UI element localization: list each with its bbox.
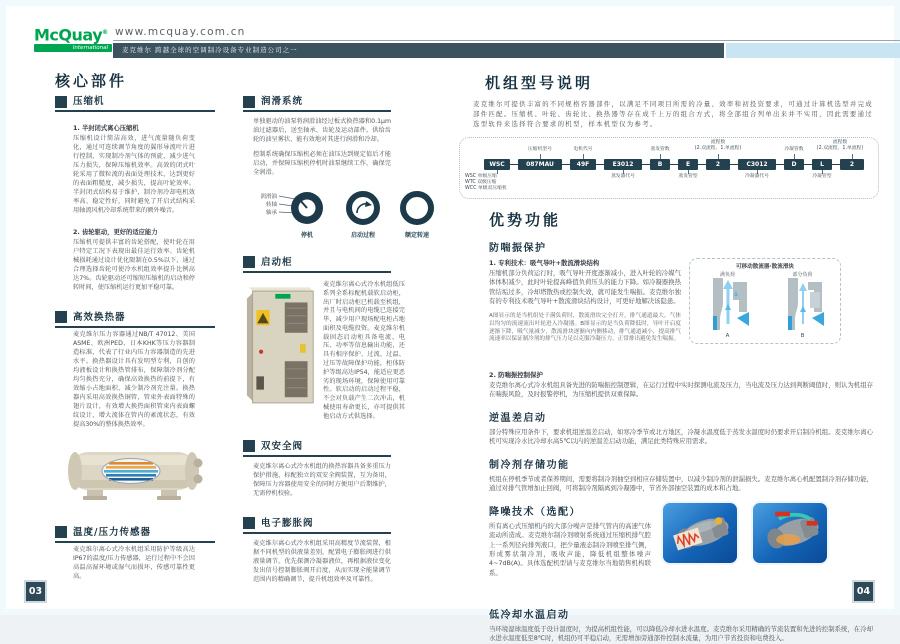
label-passes: 流程数 <box>832 139 848 145</box>
storage-title: 制冷剂存储功能 <box>489 459 570 471</box>
compressor-injection-photo <box>751 501 829 565</box>
label-passes: 流程数 <box>710 139 726 145</box>
section-header-lubrication <box>243 93 391 112</box>
model-code-cond-type: L <box>812 159 832 170</box>
section-marker-icon <box>55 526 67 538</box>
label-compressor-types <box>465 174 507 193</box>
label-tick <box>583 154 584 159</box>
logo-wordmark: McQuay <box>34 25 103 45</box>
reverse-start-text: 部分特殊应用条件下，要求机组逆温差启动，如寒冷季节或北方地区，冷凝水温度低于蒸发水温度时仍要求开启制冷机组。麦克维尔离心机可实现冷水比冷却水高5℃以内的逆温差启动功能，满足此类特殊应用需求。 <box>489 427 873 446</box>
lube-state-label: 停机 <box>300 231 314 239</box>
section-header-expansion-valve <box>243 515 391 534</box>
label-tick <box>718 154 719 159</box>
model-number-diagram <box>459 137 879 199</box>
model-code-motor: 49F <box>570 159 596 170</box>
diffuser-part-load <box>780 271 826 339</box>
lube-part-label: 转轴 <box>265 201 277 208</box>
starter-media-row <box>245 281 405 422</box>
label-tick <box>852 154 853 159</box>
model-code-series: WSC <box>484 159 510 170</box>
lube-part-label: 润滑油 <box>260 193 277 200</box>
label-compressor-model: 压缩机型号 <box>528 146 552 152</box>
header-accent-bar <box>726 43 900 58</box>
label-cond-tubes: 冷凝管数 <box>784 146 804 152</box>
lube-part-label: 轴承 <box>265 209 277 216</box>
full-load-label: 满负荷 <box>719 271 735 278</box>
label-wsc: WSC 单级压缩 <box>465 173 497 179</box>
section-title: 润滑系统 <box>261 96 304 107</box>
registered-mark-icon: ® <box>102 29 108 36</box>
low-temp-text: 当环境湿球温度低于设计温度时，为提高机组性能，可以降低冷却水进水温度。麦克维尔采用精确的节流装置和先进的控制系统，在冷却水进水温度低至8℃时，机组仍可平稳启动，无需增加旁通部件控制水流量，为用户节省投资和电费投入。 <box>489 624 873 643</box>
label-wcc: WCC 单级双压缩机 <box>465 186 507 192</box>
section-header-safety-valve <box>243 438 391 457</box>
part-load-schematic <box>780 278 826 330</box>
compressor-sub1-text: 压缩机设计简洁高效，进气流量随负荷变化，通过可连续调节角度的翼形导流叶片进行控制，实现制冷剂气体的预旋，减少进气压力损失，保障压缩机效率。高效的闭式叶轮采用了微粒流的表面处理技术，达到更好的表面粗糙度，减少损失，提高叶轮效率。半封闭式结构易于维护，制冷剂冷却电机效率高、稳定性好，同时避免了开启式结构采用轴流风机冷却系统带来的额外噪音。 <box>73 135 195 214</box>
label-cond-type: 冷凝管型 <box>812 173 832 179</box>
safety-valve-text: 麦克维尔离心式冷水机组的换热容器具备多重压力保护措施，标配独立的双安全阀装置，互为备用，保障压力容器使用安全的同时方便用户后期维护，无需停机校验。 <box>253 462 391 497</box>
label-cond-code: 冷凝器代号 <box>745 173 769 179</box>
surge-section <box>489 258 883 362</box>
label-evap-type: 蒸发管型 <box>678 173 698 179</box>
header-tagline: 麦克维尔 跨越全球的空调制冷设备专业制造公司之一 <box>122 46 298 54</box>
label-evap-passes <box>673 140 763 152</box>
section-header-starter <box>243 254 391 273</box>
surge-title: 防喘振保护 <box>489 242 547 254</box>
section-marker-icon <box>55 96 67 108</box>
label-tick <box>660 154 661 159</box>
features-title: 优势功能 <box>489 210 562 229</box>
section-title: 压缩机 <box>73 96 105 107</box>
model-section-title: 机组型号说明 <box>485 74 594 92</box>
label-cond-passes <box>798 140 882 152</box>
label-tick <box>794 154 795 159</box>
label-evap-code: 蒸发器代号 <box>611 173 635 179</box>
label-a: A <box>725 332 730 339</box>
noise-text: 所有离心式压缩机内的大部分噪声是排气管内的高速气体流动所造成。麦克维尔制冷剂喷射系统通过压缩机排气腔上一系列径向排列液口，把少量液态制冷剂喷至排气侧，形成雾状制冷剂，吸收声能，降低机组整体噪声4~7dB(A)。具体选配机型请与麦克维尔当地销售机构联系。 <box>489 521 651 577</box>
surge-item1-title: 1. 专利技术：吸气导叶+散流滑块结构 <box>489 258 600 267</box>
model-code-cond-tubes: D <box>784 159 804 170</box>
diffuser-diagram-columns <box>690 271 840 339</box>
section-title: 高效换热器 <box>73 311 126 323</box>
model-code-condenser: C3012 <box>738 159 776 170</box>
expansion-valve-text: 麦克维尔离心式冷水机组采用高精度节流装置，根据不同机型的供液量差别，配置电子膨胀阀进行供液量调节。优先探测冷凝器液位，再根据液位变化发出信号控制膨胀阀开启度，从而实现全能量调节范围内的精确调节，提升机组效率及可靠性。 <box>253 539 391 583</box>
page-number-right: 04 <box>852 580 875 603</box>
model-code-evap-passes: 2 <box>706 159 730 170</box>
logo-subtext: International <box>34 44 112 52</box>
label-evap-tubes: 蒸发管数 <box>650 146 670 152</box>
surge-note-text: A图显示的是当机组处于满负荷时，散流滑块完全打开，排气通道最大，气体以均匀的流速流出叶轮进入冷凝器。B图显示的是当负荷降低时，导叶开启度逐渐下降，吸气量减少，散流滑块逐渐向内侧移动，排气通道减小，提高排气流速率以保证制冷剂的排气压力足以克服冷凝压力，正常排出避免发生喘振。 <box>489 312 681 343</box>
compressor-sub2-text: 压缩机可提供丰富的齿轮搭配，使叶轮在用户特定工况下表现出最佳运行效率。齿轮机械损耗通过设计优化限制在0.5%以下，通过合理选择齿轮可使冷水机组效率提升比例高达7%。齿轮驱动还可缩短压缩机的启动和停转时间，使压缩机运行更加平稳可靠。 <box>73 238 195 291</box>
compressor-noise-photo <box>661 501 739 565</box>
logo-text <box>34 25 112 43</box>
compressor-cutaway-injection <box>753 503 827 563</box>
low-temp-title: 低冷却水温启动 <box>489 609 570 621</box>
website-url: www.mcquay.com.cn <box>115 26 246 38</box>
left-page-title: 核心部件 <box>55 72 128 90</box>
lube-state-label: 额定转速 <box>404 231 430 239</box>
section-marker-icon <box>243 517 255 529</box>
model-code-evaporator: E3012 <box>604 159 642 170</box>
surge-item2-title: 2. 防喘振控制保护 <box>489 370 543 379</box>
surge-item2-text: 麦克维尔离心式冷水机组具备先进的防喘振控制逻辑，在运行过程中实时探测电流及压力，当电流及压力达到判断阈值时，则认为机组存在喘振风险，及时报警停机，为压缩机提供双重保障。 <box>489 380 873 399</box>
noise-section <box>489 503 883 597</box>
full-load-schematic <box>705 278 751 330</box>
model-code-compressor: 087MAU <box>518 159 562 170</box>
surge-item1-text: 压缩机部分负荷运行时，吸气导叶开度逐渐减小，进入叶轮的冷媒气体体积减少，此时叶轮提高峰值负荷压头的能力下降。如冷凝器换热管结垢过多，冷却塔散热或控制失效，就可能发生喘振。麦克维尔独有的专利技术吸气导叶+散流滑块结构设计，可更好地解决该隐患。 <box>489 268 681 306</box>
page-number-left: 03 <box>24 580 47 603</box>
model-code-evap-type: E <box>678 159 698 170</box>
model-code-evap-tubes: B <box>650 159 670 170</box>
mcquay-logo <box>34 25 112 52</box>
diffuser-diagram <box>689 258 841 344</box>
surge-text-column <box>489 258 681 345</box>
starter-cabinet-illustration <box>245 281 317 413</box>
label-passes-sub: (2.双流程、1.单流程) <box>694 145 742 151</box>
heat-exchanger-illustration <box>61 438 206 504</box>
header-tagline-bar <box>113 43 724 58</box>
section-title: 温度/压力传感器 <box>73 526 151 538</box>
section-marker-icon <box>243 96 255 108</box>
diffuser-diagram-title: 可移动散流器·散流滑块 <box>735 263 795 270</box>
lubrication-text-2: 控制系统确保压缩机必须在油压达到规定值后才能启动，并保障压缩机停机时油泵继续工作，确保完全润滑。 <box>253 150 391 176</box>
model-intro-text: 麦克维尔可提供丰富的不同规格容器部件，以满足不同项目所需的冷量、效率和初投资要求，可通过计算机选型并完成部件匹配。压缩机、叶轮、齿轮比、换热器等存在成千上万的组合方式，将全部组合列单出来并不实用，因此需要通过选型软件来选择符合要求的机型，样本机型仅为参考。 <box>473 100 873 128</box>
label-tick <box>540 154 541 159</box>
heat-exchanger-text: 麦克维尔压力容器通过NB/T 47012、美国ASME、欧洲PED、日本KHK等压力容器制造标准，代表了行业内压力容器制造的先进水平。换热器设计具有发明型专利，自创的均液板设计和换热管排布，保障制冷剂分配均匀换热充分，确保高效换热的前提下，有效缩小占地面积、减少制冷剂充注量。换热器内采用高效换热铜管，管束外表面特殊的翅片设计，有效增大换热面积管束内表面螺纹设计，增大流体在管内的紊流状态，有效提高30%的整体换热效率。 <box>73 330 195 428</box>
lube-state-label: 启动过程 <box>350 231 376 239</box>
section-marker-icon <box>243 440 255 452</box>
section-header-heat-exchanger <box>55 309 215 328</box>
model-code-cond-passes: 2 <box>840 159 864 170</box>
compressor-sub1-title: 1. 半封闭式离心压缩机 <box>73 125 139 132</box>
features-block <box>489 239 883 644</box>
storage-text: 机组在停机季节或者保养期间，需要将制冷剂抽空到相应存储装置中，以减少制冷剂的泄漏损失。麦克维尔离心机配置制冷剂存储功能，通过对排气管增加止回阀，可将制冷剂隔离到冷凝器中，节省外部抽空装置的成本和占地。 <box>489 474 873 493</box>
lubrication-text-1: 单独驱动的油泵将润滑油经过板式换热器和0.1μm油过滤器后，送至轴承、齿轮及运动部件。供给齿轮的油呈雾状，能有效地对其进行润滑和冷却。 <box>253 118 391 143</box>
section-header-sensor <box>55 524 215 543</box>
compressor-sub2-title: 2. 齿轮驱动，更好的适应能力 <box>73 228 158 236</box>
starter-text: 麦克维尔离心式冷水机组低压系列全系标配机载软启动柜，出厂时启动柜已机载至机组，并且与电机间的电缆已连接完毕，减少用户现场配电柜占地面积及电缆投资。麦克维尔机载固态启动柜具备电流、电压、功率等信息输出功能，还具有相序保护、过流、过温、过压等故障保护功能，柜体防护等级高达IP54，能适应更恶劣的现场环境，保障使用可靠性。软启动的启动过程平稳，不会对负载产生二次冲击，机械使用寿命更长，亦可提供其他启动方式供选择。 <box>323 280 405 420</box>
noise-title: 降噪技术（选配） <box>489 506 581 518</box>
section-marker-icon <box>55 311 67 323</box>
sensor-text: 麦克维尔离心式冷水机组采用防护等级高达IP67的温度/压力传感器，运行过程中不会因高温高湿环境或湿气而损坏，传感可靠性更高。 <box>73 545 195 580</box>
right-page <box>455 72 883 644</box>
label-motor-code: 电机代号 <box>573 146 593 152</box>
left-column-2 <box>243 93 430 585</box>
section-title: 电子膨胀阀 <box>261 517 314 529</box>
label-b: B <box>800 332 805 339</box>
compressor-cutaway-noise <box>663 503 737 563</box>
label-wtc: WTC 双级压缩 <box>465 180 497 185</box>
lubrication-diagram <box>245 184 435 242</box>
reverse-start-title: 逆温差启动 <box>489 412 547 424</box>
section-title: 双安全阀 <box>261 440 304 452</box>
left-column-1 <box>55 93 215 582</box>
label-passes-sub: (2.双流程、1.单流程) <box>816 145 864 151</box>
diffuser-full-load <box>705 271 751 339</box>
section-marker-icon <box>243 256 255 268</box>
part-load-label: 部分负荷 <box>792 271 813 278</box>
section-header-compressor <box>55 93 215 112</box>
noise-text-column <box>489 503 651 579</box>
header-rule <box>113 40 900 41</box>
section-title: 启动柜 <box>261 256 293 268</box>
